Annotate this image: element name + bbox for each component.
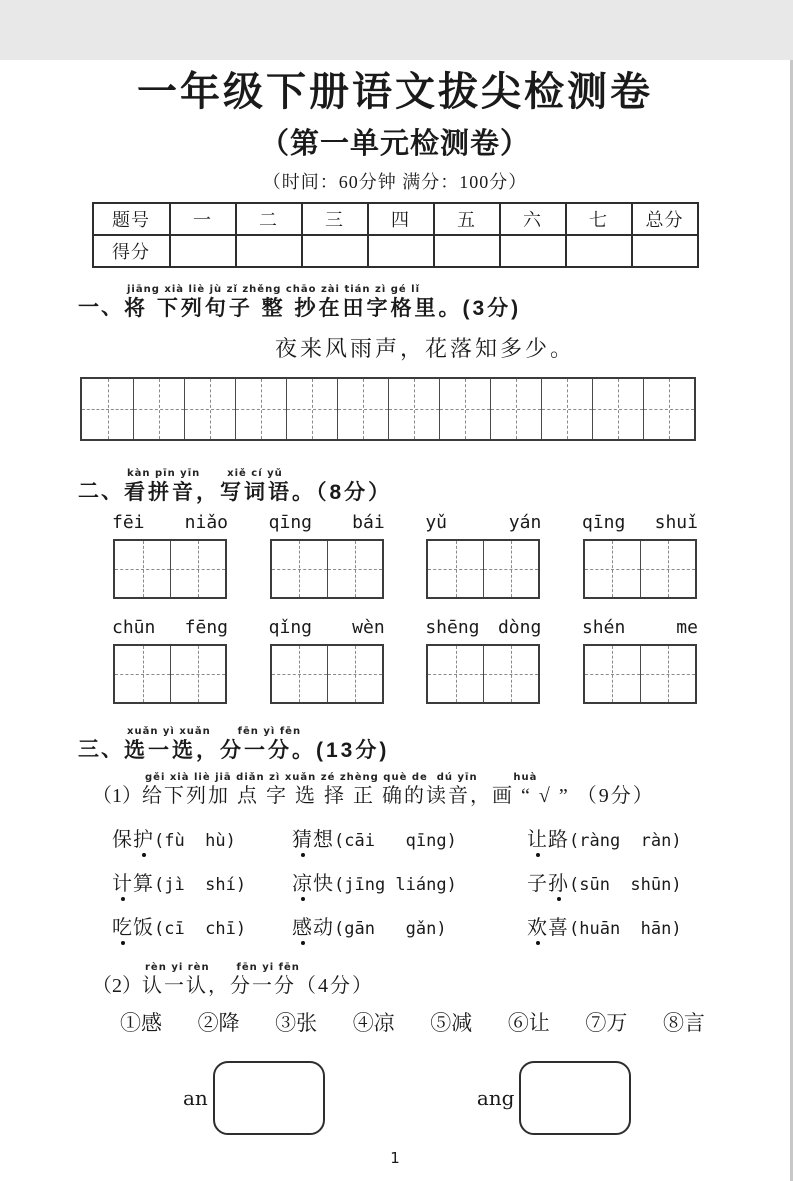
dotted-word-item [112,867,292,896]
score-table-header-row [93,203,698,235]
page-number: 1 [390,1149,400,1167]
character: 算 [133,873,154,895]
tianzige-cell[interactable] [490,379,541,439]
score-cell-blank[interactable] [302,235,368,267]
score-cell-blank[interactable] [632,235,698,267]
score-table [92,202,699,268]
score-header-cell: 三 [302,203,368,235]
pinyin-syllable: niǎo [184,512,228,533]
score-header-cell: 五 [434,203,500,235]
numbered-character: ⑤减 [430,1011,473,1035]
tianzige-cell[interactable] [286,379,337,439]
tianzige-cell[interactable] [327,541,382,597]
dotted-character: 凉 [292,867,313,896]
numbered-character: ⑧言 [662,1011,705,1035]
tianzige-cell[interactable] [428,541,483,597]
pinyin-word-label [425,512,541,533]
score-cell-blank[interactable] [170,235,236,267]
score-header-cell: 总分 [632,203,698,235]
section2-heading [78,468,790,506]
score-table-score-row [93,235,698,267]
part1-pinyin: gěi xià liè jiā diǎn zì xuǎn zé zhèng què de dú yīn huà [145,772,538,783]
dotted-word-item [527,911,730,940]
word-answer-box[interactable] [113,644,227,704]
character: 饭 [133,917,154,939]
bin-answer-box[interactable] [519,1061,631,1135]
tianzige-cell[interactable] [337,379,388,439]
tianzige-cell[interactable] [327,646,382,702]
numbered-characters-row [120,1007,705,1037]
pinyin-word-label [425,617,541,638]
word-answer-box[interactable] [583,539,697,599]
character: 子 [527,873,548,895]
pronunciation-options[interactable]: (huān hān) [569,919,682,939]
pinyin-word-label [112,617,228,638]
sort-bin [183,1061,325,1135]
dotted-character: 欢 [527,911,548,940]
pinyin-word-column [112,512,228,599]
pinyin-syllable: shén [581,617,626,638]
pronunciation-options[interactable]: (ràng ràn) [569,831,682,851]
pinyin-word-label [582,512,698,533]
pinyin-syllable: shēng [425,617,480,638]
score-header-cell: 四 [368,203,434,235]
pinyin-syllable: qīng [581,512,626,533]
score-cell-blank[interactable] [500,235,566,267]
section2-number: 二、 [78,480,124,503]
bin-answer-box[interactable] [213,1061,325,1135]
score-cell-blank[interactable] [434,235,500,267]
paper-subtitle: （第一单元检测卷） [259,128,530,160]
tianzige-cell[interactable] [82,379,133,439]
part2-pinyin: rèn yi rèn fēn yi fēn [145,962,300,973]
part2-title: 认一认，分一分（4分） [142,975,374,997]
word-answer-box[interactable] [426,539,540,599]
section2-title: 看拼音，写词语。（8分） [124,481,393,504]
pinyin-syllable: qǐng [268,617,313,638]
tianzige-cell[interactable] [439,379,490,439]
score-header-cell: 一 [170,203,236,235]
dotted-character: 猜 [292,823,313,852]
pinyin-word-column [425,617,541,704]
tianzige-cell[interactable] [184,379,235,439]
tianzige-cell[interactable] [640,646,695,702]
section3-heading [78,726,790,764]
character: 喜 [548,917,569,939]
numbered-character: ③张 [275,1011,318,1035]
word-answer-box[interactable] [426,644,540,704]
pinyin-syllable: dòng [497,617,542,638]
pinyin-syllable: fēi [112,512,145,533]
dotted-character: 护 [133,823,154,852]
character: 快 [313,873,334,895]
score-header-cell: 七 [566,203,632,235]
part2-number: （2） [92,975,142,997]
pinyin-syllable: qīng [268,512,313,533]
pinyin-word-column [582,512,698,599]
section1-pinyin: jiāng xià liè jù zǐ zhěng chāo zài tián zì gé lǐ [127,284,421,295]
pronunciation-options[interactable]: (fù hù) [154,831,236,851]
character: 路 [548,829,569,851]
pronunciation-choice-grid [112,823,730,940]
dotted-word-item [527,823,730,852]
word-characters [112,829,154,851]
tianzige-cell[interactable] [585,646,640,702]
pinyin-word-column [269,617,385,704]
dotted-word-item [292,911,527,940]
word-characters [112,917,154,939]
section1-heading [78,284,790,322]
tianzige-cell[interactable] [115,541,170,597]
pronunciation-options[interactable]: (cāi qīng) [334,831,457,851]
part1-heading [92,772,790,809]
pinyin-syllable: shuǐ [654,512,698,533]
score-cell-blank[interactable] [566,235,632,267]
word-answer-box[interactable] [270,539,384,599]
bin-label: ang [476,1086,515,1110]
word-characters [527,829,569,851]
tianzige-cell[interactable] [585,541,640,597]
pinyin-word-label [269,512,385,533]
word-characters [112,873,154,895]
section3-title: 选一选，分一分。(13分) [124,739,390,762]
numbered-character: ①感 [120,1011,162,1035]
tianzige-cell[interactable] [272,646,327,702]
numbered-character: ⑦万 [585,1011,628,1035]
score-header-label: 题号 [93,203,170,235]
pinyin-syllable: yǔ [425,512,447,533]
tianzige-cell[interactable] [640,541,695,597]
pinyin-word-column [269,512,385,599]
word-characters [292,917,334,939]
dotted-character: 让 [527,823,548,852]
sorting-bins-row [183,1061,790,1135]
time-score-info: （时间：60分钟 满分：100分） [262,172,528,192]
numbered-character: ⑥让 [507,1011,550,1035]
dotted-word-item [292,867,527,896]
pronunciation-options[interactable]: (sūn shūn) [569,875,682,895]
dotted-character: 孙 [548,867,569,896]
test-paper-page [0,60,793,1181]
pronunciation-options[interactable]: (gān gǎn) [334,919,447,939]
copy-writing-grid[interactable] [80,377,696,441]
character: 动 [313,917,334,939]
pinyin-words-row-1 [112,512,698,599]
pinyin-words-row-2 [112,617,698,704]
word-answer-box[interactable] [270,644,384,704]
character: 想 [313,829,334,851]
tianzige-cell[interactable] [272,541,327,597]
tianzige-cell[interactable] [428,646,483,702]
word-answer-box[interactable] [583,644,697,704]
word-characters [527,917,569,939]
paper-title: 一年级下册语文拔尖检测卷 [137,70,653,114]
pronunciation-options[interactable]: (cī chī) [154,919,247,939]
dotted-word-item [112,911,292,940]
pinyin-syllable: me [676,617,698,638]
score-header-cell: 二 [236,203,302,235]
tianzige-cell[interactable] [483,541,538,597]
tianzige-cell[interactable] [592,379,643,439]
tianzige-cell[interactable] [170,541,225,597]
tianzige-cell[interactable] [170,646,225,702]
word-characters [292,829,334,851]
section3-number: 三、 [78,738,124,761]
tianzige-cell[interactable] [483,646,538,702]
score-row-label: 得分 [93,235,170,267]
numbered-character: ②降 [197,1011,240,1035]
section1-number: 一、 [78,296,124,319]
section1-title: 将 下列句子 整 抄在田字格里。(3分) [124,297,522,320]
pinyin-word-column [582,617,698,704]
score-header-cell: 六 [500,203,566,235]
sort-bin [477,1061,632,1135]
word-answer-box[interactable] [113,539,227,599]
dotted-character: 吃 [112,911,133,940]
part1-title: 给下列加 点 字 选 择 正 确的读音，画 “ √ ” （9分） [142,785,655,807]
part1-number: （1） [92,785,142,807]
dotted-word-item [527,867,730,896]
section3-pinyin: xuǎn yì xuǎn fēn yì fēn [127,726,302,737]
copy-sentence: 夜来风雨声，花落知多少。 [274,336,575,361]
pinyin-syllable: wèn [352,617,385,638]
pinyin-word-label [269,617,385,638]
dotted-character: 计 [112,867,133,896]
word-characters [292,873,334,895]
pronunciation-options[interactable]: (jīng liáng) [334,875,457,895]
pinyin-word-label [112,512,228,533]
tianzige-cell[interactable] [388,379,439,439]
dotted-word-item [292,823,527,852]
character: 保 [112,829,133,851]
tianzige-cell[interactable] [235,379,286,439]
tianzige-cell[interactable] [115,646,170,702]
score-cell-blank[interactable] [368,235,434,267]
tianzige-cell[interactable] [643,379,694,439]
dotted-word-item [112,823,292,852]
tianzige-cell[interactable] [541,379,592,439]
section2-pinyin: kàn pīn yīn xiě cí yǔ [127,468,283,479]
bin-label: an [183,1086,208,1110]
pinyin-syllable: fēng [184,617,228,638]
dotted-character: 感 [292,911,313,940]
pinyin-syllable: bái [352,512,385,533]
score-cell-blank[interactable] [236,235,302,267]
tianzige-cell[interactable] [133,379,184,439]
pinyin-syllable: yán [508,512,542,533]
word-characters [527,873,569,895]
pinyin-word-column [112,617,228,704]
numbered-character: ④凉 [352,1011,395,1035]
part2-heading [92,962,790,999]
pinyin-syllable: chūn [112,617,156,638]
pinyin-word-label [582,617,698,638]
pronunciation-options[interactable]: (jì shí) [154,875,247,895]
pinyin-word-column [425,512,541,599]
